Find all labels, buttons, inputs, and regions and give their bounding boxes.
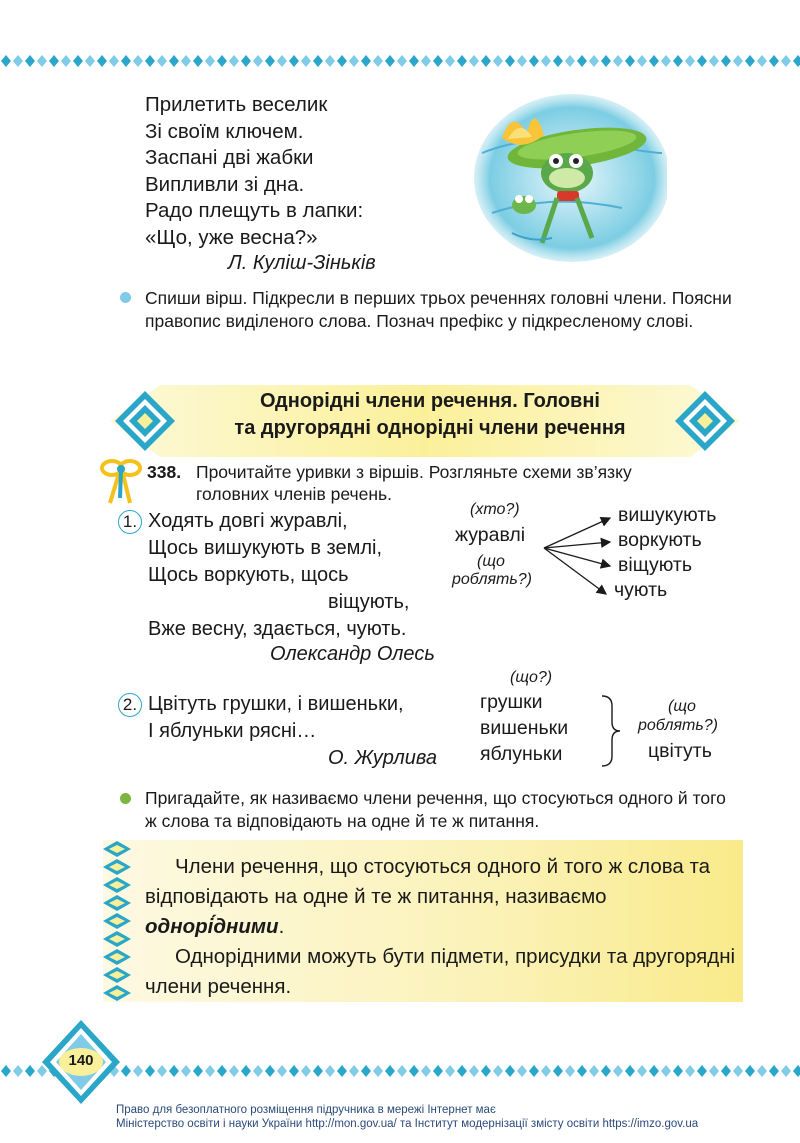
ornament-diamond — [505, 55, 515, 67]
scheme1-predicate-question: роблять?) — [452, 571, 532, 588]
ornament-diamond — [529, 55, 539, 67]
task-bullet-icon — [120, 292, 131, 303]
ornament-diamond — [337, 1065, 347, 1077]
ornament-diamond — [373, 55, 383, 67]
ornament-diamond — [157, 1065, 167, 1077]
footer — [116, 1103, 698, 1131]
ornament-diamond — [25, 1065, 35, 1077]
ornament-diamond — [421, 1065, 431, 1077]
ornament-diamond — [757, 55, 767, 67]
ornament-diamond — [409, 55, 419, 67]
ornament-diamond — [481, 1065, 491, 1077]
ornament-diamond — [517, 55, 527, 67]
rule-text-part: Члени речення, що стосуються одного й того ж слова та відповідають на одне й те ж питання, називаємо — [145, 855, 711, 908]
poem-line: «Що, уже весна?» — [145, 225, 318, 249]
poem2-line: Цвітуть грушки, і вишеньки, — [148, 693, 404, 715]
ribbon-bow-icon — [100, 458, 142, 508]
poem1-line: Щось вишукують в землі, — [148, 537, 383, 559]
ornament-diamond — [685, 55, 695, 67]
scheme1-predicate-question: (що — [477, 553, 505, 570]
ornament-diamond — [589, 55, 599, 67]
ornament-diamond — [565, 1065, 575, 1077]
poem-line: Прилетить веселик — [145, 93, 328, 116]
task-bullet-icon — [120, 793, 131, 804]
ornament-diamond — [745, 55, 755, 67]
ornament-diamond — [709, 1065, 719, 1077]
ornament-diamond — [625, 1065, 635, 1077]
rule-text-part: . — [278, 915, 285, 938]
scheme2-brace — [598, 694, 624, 768]
ornament-diamond — [301, 55, 311, 67]
ornament-diamond — [613, 55, 623, 67]
ornament-diamond — [325, 1065, 335, 1077]
rule-paragraph — [145, 852, 737, 942]
ornament-diamond — [721, 55, 731, 67]
ornament-diamond — [433, 55, 443, 67]
ornament-diamond — [85, 55, 95, 67]
ornament-diamond — [217, 1065, 227, 1077]
ornament-diamond — [781, 55, 791, 67]
ornament-diamond — [145, 1065, 155, 1077]
ornament-diamond — [733, 1065, 743, 1077]
ornament-diamond — [397, 1065, 407, 1077]
ornament-diamond — [661, 55, 671, 67]
ornament-diamond — [565, 55, 575, 67]
task-instruction: Спиши вірш. Підкресли в перших трьох реченнях головні члени. Поясни правопис виділеного слова. Познач префікс у підкресленому слові. — [145, 288, 732, 331]
ornament-diamond — [385, 55, 395, 67]
exercise-text-line: головних членів речень. — [196, 484, 392, 504]
exercise-number: 338. — [147, 462, 182, 482]
poem2-author: О. Журлива — [328, 747, 437, 769]
scheme2-subject: грушки — [480, 691, 543, 713]
poem1-line: віщують, — [328, 591, 410, 613]
poem-author: Л. Куліш-Зіньків — [228, 252, 376, 274]
ornament-diamond — [217, 55, 227, 67]
ornament-diamond — [709, 55, 719, 67]
poem-line: Випливли зі дна. — [145, 172, 305, 196]
ornament-diamond — [325, 55, 335, 67]
ornament-diamond — [169, 55, 179, 67]
scheme1-subject: журавлі — [455, 524, 526, 546]
ornament-diamond — [229, 1065, 239, 1077]
scheme2-predicate-question: (що — [668, 698, 696, 715]
ornament-diamond — [241, 1065, 251, 1077]
scheme2-subject-question: (що?) — [510, 669, 553, 686]
ornament-diamond — [25, 55, 35, 67]
ornament-diamond — [541, 1065, 551, 1077]
ornament-diamond — [613, 1065, 623, 1077]
ornament-diamond — [457, 55, 467, 67]
ornament-diamond — [181, 55, 191, 67]
ornament-diamond — [649, 1065, 659, 1077]
footer-line: Право для безоплатного розміщення підручника в мережі Інтернет має — [116, 1104, 496, 1116]
section-title-line: та другорядні однорідні члени речення — [234, 417, 626, 439]
ornament-diamond — [313, 1065, 323, 1077]
top-ornament-border — [0, 52, 800, 70]
ornament-diamond — [109, 55, 119, 67]
ornament-diamond — [373, 1065, 383, 1077]
ornament-diamond — [289, 1065, 299, 1077]
rule-term: однорі́дними — [145, 915, 279, 938]
ornament-diamond — [637, 55, 647, 67]
ornament-diamond — [1, 55, 11, 67]
ornament-diamond — [265, 1065, 275, 1077]
ornament-diamond — [145, 55, 155, 67]
scheme2-predicate: цвітуть — [648, 740, 712, 762]
footer-line: Міністерство освіти і науки України http://mon.gov.ua/ та Інститут модернізації змісту освіти https://imzo.gov.ua — [116, 1118, 699, 1130]
ornament-diamond — [361, 55, 371, 67]
ornament-diamond — [421, 55, 431, 67]
ornament-diamond — [205, 55, 215, 67]
ornament-diamond — [661, 1065, 671, 1077]
ornament-diamond — [433, 1065, 443, 1077]
scheme1-predicate: воркують — [618, 529, 702, 551]
ornament-diamond — [193, 55, 203, 67]
poem-line: Радо плещуть в лапки: — [145, 199, 364, 222]
ornament-diamond — [13, 55, 23, 67]
ornament-diamond — [265, 55, 275, 67]
ornament-diamond — [397, 55, 407, 67]
ornament-diamond — [445, 55, 455, 67]
ornament-diamond — [409, 1065, 419, 1077]
ornament-diamond — [625, 55, 635, 67]
scheme1-predicate: віщують — [618, 554, 692, 576]
ornament-diamond — [577, 55, 587, 67]
ornament-diamond — [757, 1065, 767, 1077]
ornament-diamond — [337, 55, 347, 67]
ornament-diamond — [481, 55, 491, 67]
ornament-diamond — [61, 55, 71, 67]
rule-text — [145, 852, 737, 1002]
scheme1-arrows — [540, 508, 620, 600]
ornament-diamond — [541, 55, 551, 67]
ornament-diamond — [49, 55, 59, 67]
ornament-diamond — [253, 55, 263, 67]
ornament-diamond — [121, 1065, 131, 1077]
poem-line: Зі своїм ключем. — [145, 119, 304, 143]
poem-number-badge: 1. — [118, 510, 142, 534]
ornament-diamond — [289, 55, 299, 67]
poem1-line: Вже весну, здається, чують. — [148, 618, 407, 640]
scheme2-subject: вишеньки — [480, 717, 569, 739]
page-number: 140 — [68, 1052, 94, 1069]
scheme2-predicate-question: роблять?) — [638, 717, 718, 734]
poem-number-badge: 2. — [118, 693, 142, 717]
ornament-diamond — [121, 55, 131, 67]
ornament-diamond — [277, 55, 287, 67]
ornament-diamond — [673, 55, 683, 67]
ornament-diamond — [181, 1065, 191, 1077]
ornament-diamond — [649, 55, 659, 67]
rule-side-ornament — [100, 840, 134, 1002]
ornament-diamond — [133, 55, 143, 67]
ornament-diamond — [445, 1065, 455, 1077]
ornament-diamond — [505, 1065, 515, 1077]
poem1-line: Ходять довгі журавлі, — [148, 510, 348, 532]
ornament-diamond — [469, 1065, 479, 1077]
ornament-diamond — [589, 1065, 599, 1077]
ornament-diamond — [13, 1065, 23, 1077]
poem1-author: Олександр Олесь — [270, 643, 435, 665]
scheme1-subject-question: (хто?) — [470, 501, 520, 518]
ornament-diamond — [781, 1065, 791, 1077]
ornament-diamond — [205, 1065, 215, 1077]
ornament-diamond — [73, 55, 83, 67]
ornament-diamond — [793, 1065, 800, 1077]
ornament-diamond — [457, 1065, 467, 1077]
poem2-line: І яблуньки рясні… — [148, 720, 317, 742]
ornament-diamond — [601, 1065, 611, 1077]
ornament-diamond — [361, 1065, 371, 1077]
ornament-diamond — [37, 55, 47, 67]
ornament-diamond — [229, 55, 239, 67]
ornament-diamond — [157, 55, 167, 67]
ornament-diamond — [769, 1065, 779, 1077]
frog-illustration — [472, 93, 667, 263]
ornament-diamond — [277, 1065, 287, 1077]
ornament-diamond — [385, 1065, 395, 1077]
ornament-diamond — [733, 55, 743, 67]
ornament-diamond — [133, 1065, 143, 1077]
ornament-diamond — [577, 1065, 587, 1077]
ornament-diamond — [697, 1065, 707, 1077]
ornament-diamond — [241, 55, 251, 67]
ornament-diamond — [301, 1065, 311, 1077]
ornament-diamond — [349, 1065, 359, 1077]
ornament-diamond — [637, 1065, 647, 1077]
ornament-diamond — [193, 1065, 203, 1077]
ornament-diamond — [745, 1065, 755, 1077]
ornament-diamond — [493, 55, 503, 67]
ornament-diamond — [313, 55, 323, 67]
ornament-diamond — [1, 1065, 11, 1077]
poem1-line: Щось воркують, щось — [148, 564, 349, 586]
exercise-text-line: Прочитайте уривки з віршів. Розгляньте схеми зв’язку — [196, 462, 632, 482]
ornament-diamond — [673, 1065, 683, 1077]
rule-paragraph: Однорідними можуть бути підмети, присудки та другорядні члени речення. — [145, 945, 736, 998]
ornament-diamond — [769, 55, 779, 67]
task-instruction: Пригадайте, як називаємо члени речення, що стосуються одного й того ж слова та відповідають на одне й те ж питання. — [145, 788, 726, 831]
ornament-diamond — [169, 1065, 179, 1077]
ornament-diamond — [697, 55, 707, 67]
poem — [145, 92, 363, 251]
ornament-diamond — [721, 1065, 731, 1077]
ornament-diamond — [349, 55, 359, 67]
ornament-diamond — [493, 1065, 503, 1077]
scheme2-subject: яблуньки — [480, 743, 563, 765]
section-title-line: Однорідні члени речення. Головні — [260, 390, 600, 412]
section-title — [190, 388, 670, 442]
ornament-diamond — [97, 55, 107, 67]
scheme1-predicate: чують — [614, 579, 668, 601]
ornament-diamond — [553, 1065, 563, 1077]
poem-line: Заспані дві жабки — [145, 146, 314, 169]
ornament-diamond — [469, 55, 479, 67]
ornament-diamond — [517, 1065, 527, 1077]
ornament-diamond — [253, 1065, 263, 1077]
ornament-diamond — [685, 1065, 695, 1077]
scheme1-predicate: вишукують — [618, 504, 717, 526]
ornament-diamond — [553, 55, 563, 67]
ornament-diamond — [793, 55, 800, 67]
ornament-diamond — [529, 1065, 539, 1077]
ornament-diamond — [601, 55, 611, 67]
